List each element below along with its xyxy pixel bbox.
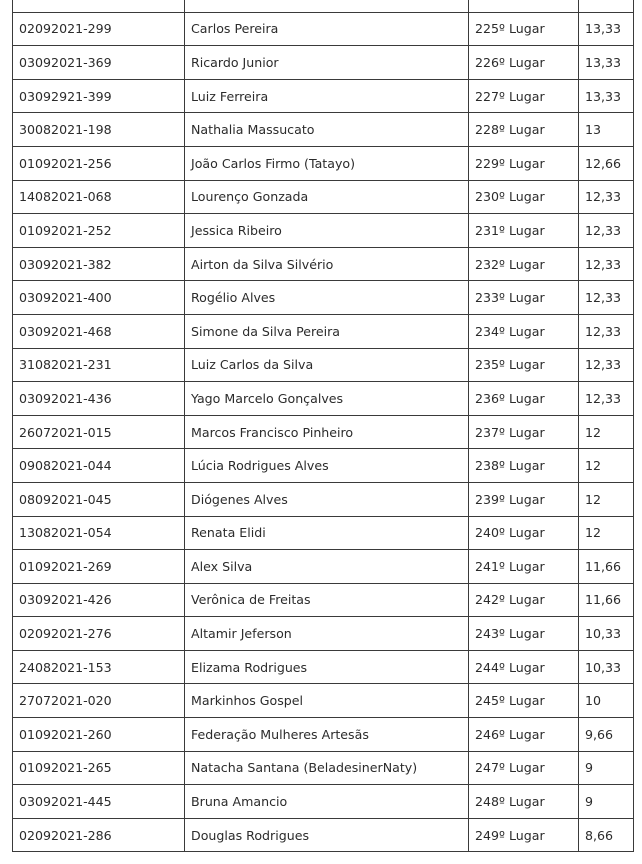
- table-row: [13, 247, 634, 281]
- table-row: [13, 214, 634, 248]
- table-row: [13, 550, 634, 584]
- placement-cell: 249º Lugar: [469, 818, 579, 852]
- placement-cell: 239º Lugar: [469, 482, 579, 516]
- placement-cell: 245º Lugar: [469, 684, 579, 718]
- registration-code-cell: [13, 0, 185, 12]
- placement-cell: 232º Lugar: [469, 247, 579, 281]
- participant-name-cell: Luiz Carlos da Silva: [185, 348, 469, 382]
- table-row: [13, 314, 634, 348]
- placement-cell: 231º Lugar: [469, 214, 579, 248]
- placement-cell: [469, 0, 579, 12]
- registration-code-cell: 13082021-054: [13, 516, 185, 550]
- table-row: [13, 785, 634, 819]
- participant-name-cell: Altamir Jeferson: [185, 617, 469, 651]
- table-row: [13, 516, 634, 550]
- score-cell: 12: [579, 415, 634, 449]
- registration-code-cell: 03092021-436: [13, 382, 185, 416]
- participant-name-cell: Renata Elidi: [185, 516, 469, 550]
- participant-name-cell: Rogélio Alves: [185, 281, 469, 315]
- participant-name-cell: Natacha Santana (BeladesinerNaty): [185, 751, 469, 785]
- table-row: [13, 617, 634, 651]
- participant-name-cell: Jessica Ribeiro: [185, 214, 469, 248]
- score-cell: 9,66: [579, 718, 634, 752]
- table-row: [13, 46, 634, 80]
- participant-name-cell: [185, 0, 469, 12]
- participant-name-cell: João Carlos Firmo (Tatayo): [185, 146, 469, 180]
- registration-code-cell: 26072021-015: [13, 415, 185, 449]
- participant-name-cell: Marcos Francisco Pinheiro: [185, 415, 469, 449]
- placement-cell: 246º Lugar: [469, 718, 579, 752]
- table-row: [13, 348, 634, 382]
- participant-name-cell: Carlos Pereira: [185, 12, 469, 46]
- placement-cell: 248º Lugar: [469, 785, 579, 819]
- registration-code-cell: 27072021-020: [13, 684, 185, 718]
- placement-cell: 243º Lugar: [469, 617, 579, 651]
- registration-code-cell: 24082021-153: [13, 650, 185, 684]
- ranking-table-body: [13, 0, 634, 852]
- registration-code-cell: 01092021-252: [13, 214, 185, 248]
- score-cell: 12,33: [579, 382, 634, 416]
- placement-cell: 227º Lugar: [469, 79, 579, 113]
- score-cell: 12,33: [579, 314, 634, 348]
- score-cell: 13,33: [579, 46, 634, 80]
- participant-name-cell: Simone da Silva Pereira: [185, 314, 469, 348]
- placement-cell: 235º Lugar: [469, 348, 579, 382]
- table-row: [13, 180, 634, 214]
- registration-code-cell: 31082021-231: [13, 348, 185, 382]
- table-row: [13, 113, 634, 147]
- participant-name-cell: Yago Marcelo Gonçalves: [185, 382, 469, 416]
- score-cell: 13: [579, 113, 634, 147]
- table-row: [13, 146, 634, 180]
- participant-name-cell: Federação Mulheres Artesãs: [185, 718, 469, 752]
- table-row: [13, 449, 634, 483]
- placement-cell: 241º Lugar: [469, 550, 579, 584]
- score-cell: 12: [579, 516, 634, 550]
- participant-name-cell: Airton da Silva Silvério: [185, 247, 469, 281]
- registration-code-cell: 01092021-269: [13, 550, 185, 584]
- score-cell: 10,33: [579, 650, 634, 684]
- score-cell: 12,66: [579, 146, 634, 180]
- table-row: [13, 718, 634, 752]
- table-row: [13, 818, 634, 852]
- placement-cell: 244º Lugar: [469, 650, 579, 684]
- registration-code-cell: 02092021-286: [13, 818, 185, 852]
- score-cell: 13,33: [579, 79, 634, 113]
- participant-name-cell: Bruna Amancio: [185, 785, 469, 819]
- participant-name-cell: Alex Silva: [185, 550, 469, 584]
- registration-code-cell: 03092021-426: [13, 583, 185, 617]
- score-cell: 13,33: [579, 12, 634, 46]
- table-row: [13, 0, 634, 12]
- placement-cell: 229º Lugar: [469, 146, 579, 180]
- table-row: [13, 382, 634, 416]
- table-row: [13, 12, 634, 46]
- participant-name-cell: Diógenes Alves: [185, 482, 469, 516]
- table-row: [13, 79, 634, 113]
- score-cell: 10: [579, 684, 634, 718]
- score-cell: 9: [579, 785, 634, 819]
- participant-name-cell: Douglas Rodrigues: [185, 818, 469, 852]
- participant-name-cell: Elizama Rodrigues: [185, 650, 469, 684]
- registration-code-cell: 01092021-260: [13, 718, 185, 752]
- participant-name-cell: Verônica de Freitas: [185, 583, 469, 617]
- participant-name-cell: Lourenço Gonzada: [185, 180, 469, 214]
- score-cell: 12,33: [579, 281, 634, 315]
- score-cell: 12,33: [579, 247, 634, 281]
- placement-cell: 237º Lugar: [469, 415, 579, 449]
- placement-cell: 225º Lugar: [469, 12, 579, 46]
- score-cell: 12,33: [579, 214, 634, 248]
- placement-cell: 242º Lugar: [469, 583, 579, 617]
- participant-name-cell: Markinhos Gospel: [185, 684, 469, 718]
- score-cell: [579, 0, 634, 12]
- registration-code-cell: 01092021-256: [13, 146, 185, 180]
- table-row: [13, 415, 634, 449]
- score-cell: 12: [579, 449, 634, 483]
- score-cell: 8,66: [579, 818, 634, 852]
- registration-code-cell: 03092021-468: [13, 314, 185, 348]
- registration-code-cell: 03092021-369: [13, 46, 185, 80]
- table-row: [13, 684, 634, 718]
- placement-cell: 233º Lugar: [469, 281, 579, 315]
- registration-code-cell: 14082021-068: [13, 180, 185, 214]
- participant-name-cell: Ricardo Junior: [185, 46, 469, 80]
- table-row: [13, 281, 634, 315]
- placement-cell: 226º Lugar: [469, 46, 579, 80]
- registration-code-cell: 02092021-276: [13, 617, 185, 651]
- placement-cell: 240º Lugar: [469, 516, 579, 550]
- table-row: [13, 583, 634, 617]
- score-cell: 12: [579, 482, 634, 516]
- placement-cell: 238º Lugar: [469, 449, 579, 483]
- score-cell: 10,33: [579, 617, 634, 651]
- participant-name-cell: Lúcia Rodrigues Alves: [185, 449, 469, 483]
- registration-code-cell: 08092021-045: [13, 482, 185, 516]
- table-row: [13, 482, 634, 516]
- score-cell: 12,33: [579, 348, 634, 382]
- registration-code-cell: 02092021-299: [13, 12, 185, 46]
- table-row: [13, 650, 634, 684]
- registration-code-cell: 09082021-044: [13, 449, 185, 483]
- registration-code-cell: 03092921-399: [13, 79, 185, 113]
- table-row: [13, 751, 634, 785]
- placement-cell: 234º Lugar: [469, 314, 579, 348]
- score-cell: 11,66: [579, 583, 634, 617]
- participant-name-cell: Nathalia Massucato: [185, 113, 469, 147]
- registration-code-cell: 30082021-198: [13, 113, 185, 147]
- score-cell: 11,66: [579, 550, 634, 584]
- participant-name-cell: Luiz Ferreira: [185, 79, 469, 113]
- score-cell: 9: [579, 751, 634, 785]
- ranking-table: [12, 0, 634, 852]
- registration-code-cell: 03092021-400: [13, 281, 185, 315]
- placement-cell: 236º Lugar: [469, 382, 579, 416]
- score-cell: 12,33: [579, 180, 634, 214]
- placement-cell: 247º Lugar: [469, 751, 579, 785]
- placement-cell: 230º Lugar: [469, 180, 579, 214]
- registration-code-cell: 03092021-445: [13, 785, 185, 819]
- placement-cell: 228º Lugar: [469, 113, 579, 147]
- registration-code-cell: 03092021-382: [13, 247, 185, 281]
- registration-code-cell: 01092021-265: [13, 751, 185, 785]
